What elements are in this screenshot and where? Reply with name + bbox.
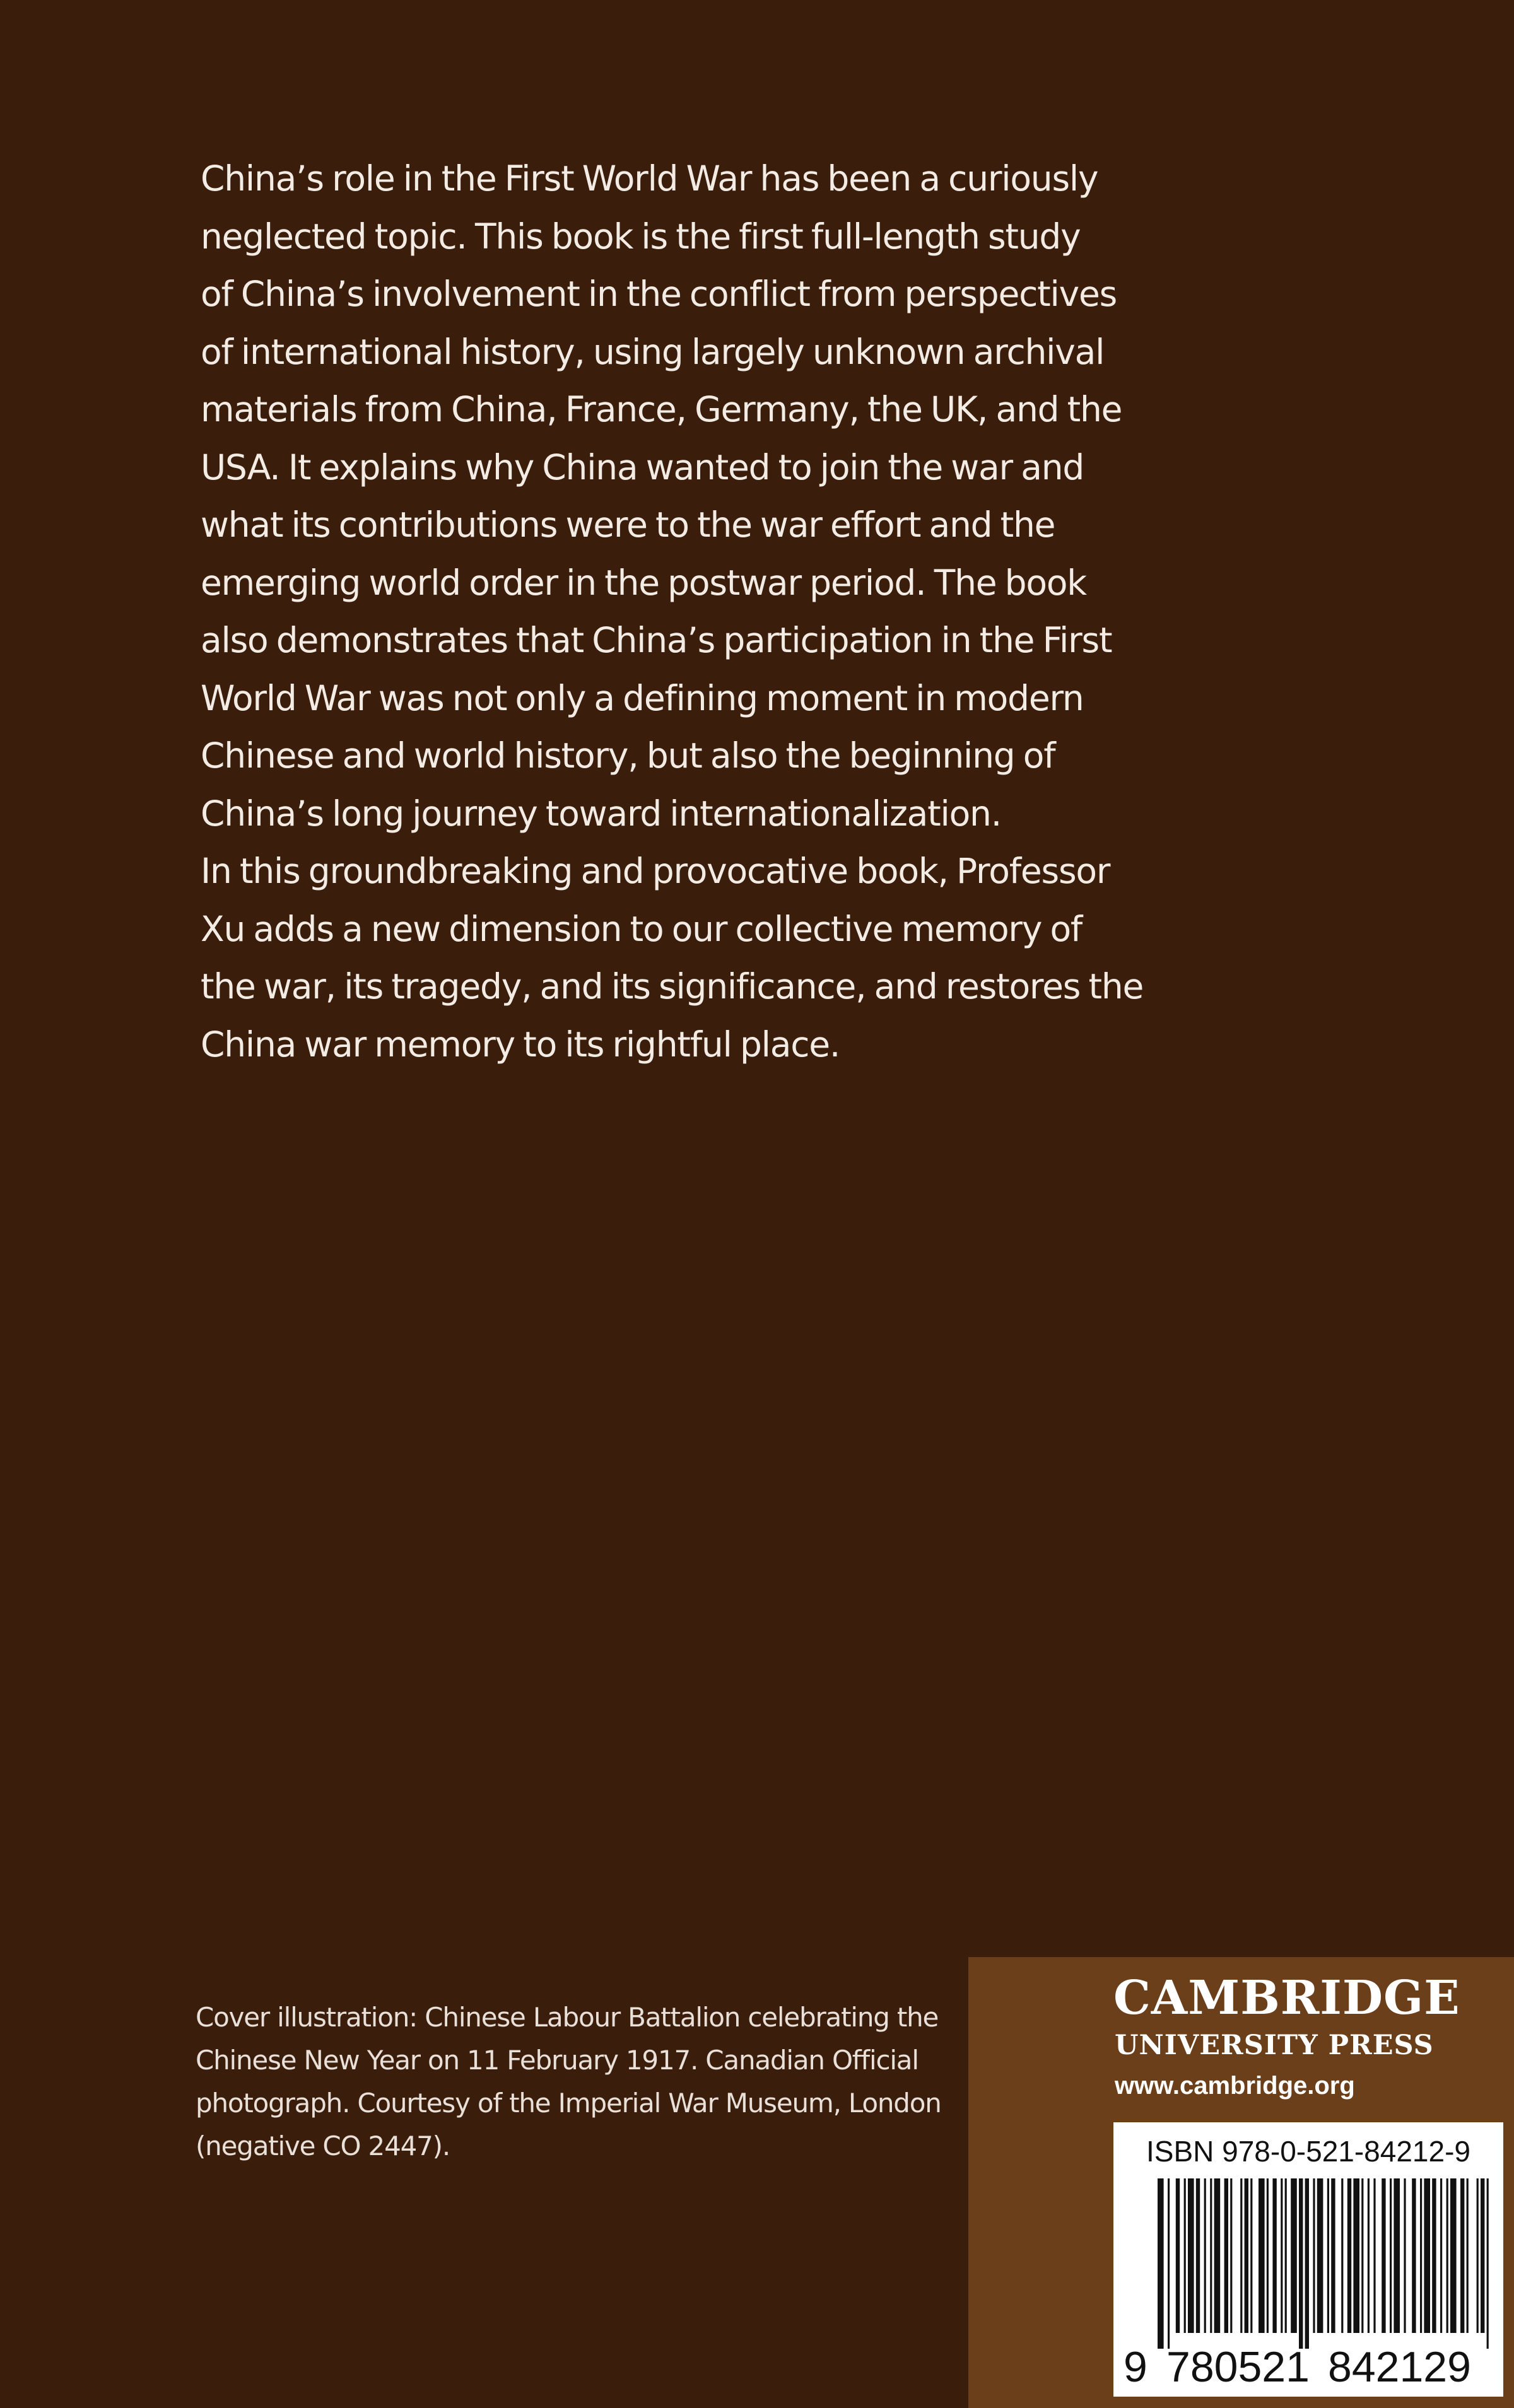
- credit-line: (negative CO 2447).: [196, 2130, 450, 2161]
- blurb-line: also demonstrates that China’s participation in the First: [201, 620, 1112, 660]
- barcode-bar: [1214, 2178, 1221, 2333]
- barcode-bar: [1327, 2178, 1329, 2333]
- blurb-line: Xu adds a new dimension to our collective memory of: [201, 908, 1083, 949]
- isbn-label: ISBN 978-0-521-84212-9: [1146, 2135, 1470, 2168]
- barcode-bar: [1368, 2178, 1370, 2333]
- blurb-line: of China’s involvement in the conflict from perspectives: [201, 274, 1117, 314]
- blurb-line: Chinese and world history, but also the beginning of: [201, 735, 1055, 776]
- barcode-bar: [1460, 2178, 1464, 2333]
- credit-line: Chinese New Year on 11 February 1917. Canadian Official: [196, 2045, 918, 2076]
- barcode-first-digit: 9: [1124, 2343, 1147, 2391]
- publisher-subtitle: UNIVERSITY PRESS: [1115, 2030, 1434, 2061]
- barcode-bar: [1240, 2178, 1242, 2333]
- barcode-bar: [1184, 2178, 1186, 2333]
- barcode-bar: [1447, 2178, 1448, 2333]
- blurb-line: what its contributions were to the war effort and the: [201, 505, 1055, 545]
- publisher-name: CAMBRIDGE: [1113, 1971, 1460, 2025]
- barcode-bar: [1317, 2178, 1323, 2333]
- barcode-bar: [1353, 2178, 1359, 2333]
- barcode-bar: [1347, 2178, 1351, 2333]
- barcode-bar: [1394, 2178, 1400, 2333]
- barcode-bar: [1341, 2178, 1343, 2333]
- barcode-bar: [1285, 2178, 1287, 2333]
- barcode-bar: [1224, 2178, 1228, 2333]
- barcode-bar: [1420, 2178, 1422, 2333]
- credit-line: Cover illustration: Chinese Labour Battalion celebrating the: [196, 2002, 939, 2033]
- barcode-bar: [1424, 2178, 1430, 2333]
- barcode-bar: [1382, 2178, 1385, 2333]
- barcode-left-digits: 780521: [1166, 2343, 1310, 2391]
- barcode-bar: [1477, 2178, 1479, 2333]
- barcode-bar: [1481, 2178, 1484, 2333]
- blurb-line: China’s long journey toward internationalization.: [201, 793, 1001, 834]
- barcode-bar: [1412, 2178, 1416, 2333]
- barcode-bar: [1432, 2178, 1436, 2333]
- barcode-bar: [1196, 2178, 1200, 2333]
- barcode-bar: [1373, 2178, 1375, 2333]
- barcode-bar: [1450, 2178, 1457, 2333]
- publisher-panel: [968, 1957, 1514, 2408]
- barcode-bar: [1204, 2178, 1206, 2333]
- barcode-bar: [1158, 2178, 1164, 2349]
- blurb-line: materials from China, France, Germany, the UK, and the: [201, 389, 1122, 430]
- barcode-bar: [1281, 2178, 1282, 2333]
- blurb: [201, 150, 1144, 1073]
- barcode-bar: [1390, 2178, 1392, 2333]
- blurb-line: neglected topic. This book is the first full-length study: [201, 216, 1081, 257]
- barcode-bar: [1440, 2178, 1442, 2333]
- barcode-bar: [1404, 2178, 1405, 2333]
- barcode-bar: [1299, 2178, 1303, 2349]
- cover-illustration-credit: [196, 1996, 965, 2168]
- barcode-bars: [1158, 2178, 1489, 2349]
- barcode-bar: [1245, 2178, 1248, 2333]
- barcode-bar: [1210, 2178, 1212, 2333]
- barcode-bar: [1291, 2178, 1297, 2333]
- barcode-bar: [1272, 2178, 1276, 2333]
- blurb-line: USA. It explains why China wanted to join the war and: [201, 447, 1084, 488]
- blurb-line: emerging world order in the postwar period. The book: [201, 562, 1086, 603]
- barcode-box: [1113, 2122, 1503, 2397]
- barcode-bar: [1168, 2178, 1170, 2349]
- publisher-url: www.cambridge.org: [1115, 2072, 1355, 2100]
- credit-line: photograph. Courtesy of the Imperial War Museum, London: [196, 2088, 941, 2119]
- barcode-bar: [1188, 2178, 1194, 2333]
- barcode-bar: [1250, 2178, 1252, 2333]
- barcode-bar: [1176, 2178, 1180, 2333]
- barcode-bar: [1230, 2178, 1232, 2333]
- barcode-bar: [1331, 2178, 1335, 2333]
- blurb-line: China war memory to its rightful place.: [201, 1024, 840, 1065]
- barcode-bar: [1467, 2178, 1469, 2333]
- blurb-line: In this groundbreaking and provocative book, Professor: [201, 851, 1110, 891]
- barcode-bar: [1487, 2178, 1489, 2349]
- barcode-bar: [1313, 2178, 1315, 2333]
- blurb-line: World War was not only a defining moment in modern: [201, 677, 1084, 718]
- blurb-line: the war, its tragedy, and its significance, and restores the: [201, 966, 1144, 1007]
- blurb-line: China’s role in the First World War has been a curiously: [201, 158, 1098, 199]
- barcode-bar: [1267, 2178, 1269, 2333]
- barcode-right-digits: 842129: [1328, 2343, 1471, 2391]
- barcode-bar: [1305, 2178, 1309, 2349]
- barcode-bar: [1259, 2178, 1265, 2333]
- barcode: [1113, 2176, 1503, 2393]
- barcode-bar: [1361, 2178, 1363, 2333]
- blurb-line: of international history, using largely unknown archival: [201, 331, 1105, 372]
